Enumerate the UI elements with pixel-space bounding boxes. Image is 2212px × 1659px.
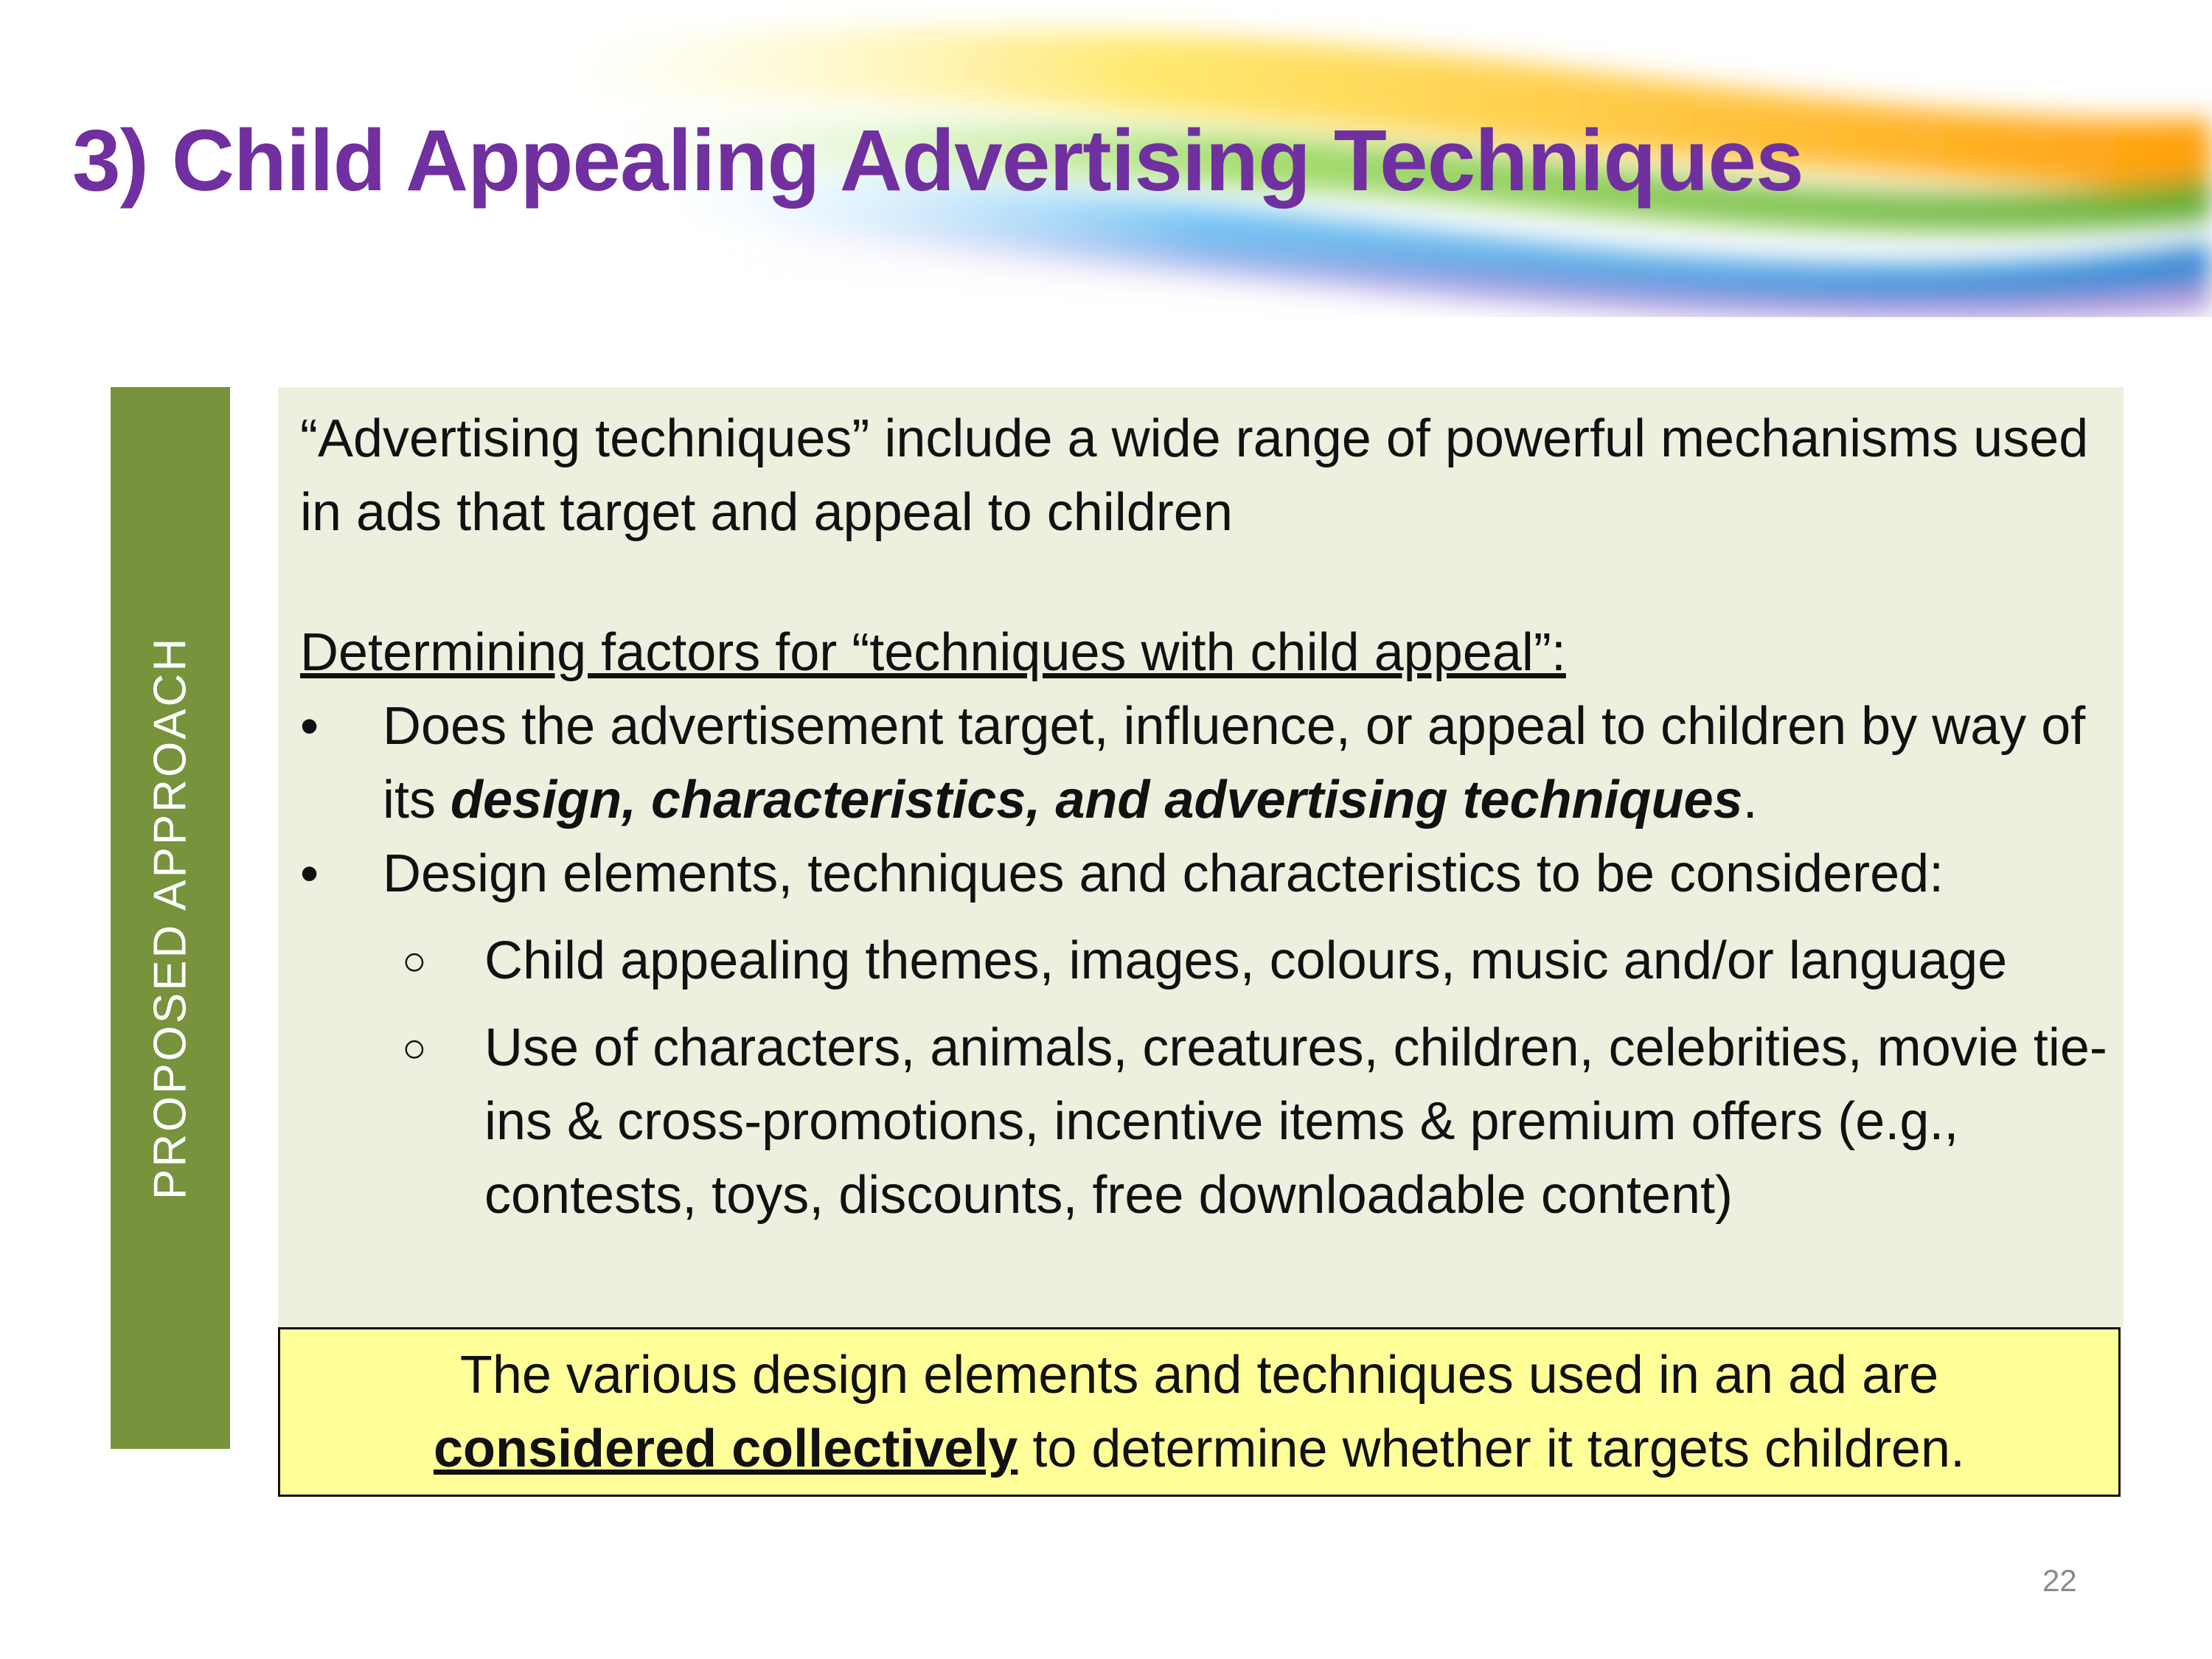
intro-paragraph: “Advertising techniques” include a wide range of powerful mechanisms used in ads that target and appeal to children [300,409,2089,542]
callout-line-2 [280,1412,2118,1486]
sub-bullet-item [300,1011,2114,1232]
slide-title: 3) Child Appealing Advertising Techniques [72,112,1804,209]
sub-bullet-text: Child appealing themes, images, colours, music and/or language [484,931,2008,990]
bullet-text-before: Does the advertisement target, influence, or appeal to children by way of its [383,697,2086,830]
callout-line-2-rest: to determine whether it targets children. [1018,1419,1965,1478]
sub-bullet-text: Use of characters, animals, creatures, children, celebrities, movie tie-ins & cross-promotions, incentive items & premium offers (e.g., contests, toys, discounts, free downloadable content) [484,1018,2107,1225]
bullet-emphasis: design, characteristics, and advertising techniques [451,771,1743,830]
sub-bullet-marker: ○ [402,937,427,984]
sub-bullet-marker: ○ [402,1024,427,1071]
bullet-item [300,689,2114,837]
bullet-text-after: . [1742,771,1758,830]
content-text [300,402,2114,1232]
callout-line-1: The various design elements and techniques used in an ad are [459,1346,1939,1405]
side-tab-label: PROPOSED APPROACH [145,636,196,1200]
page-number: 22 [2042,1563,2077,1598]
bullet-marker: • [300,844,319,903]
callout-box [278,1327,2121,1497]
callout-emphasis: considered collectively [433,1419,1018,1478]
content-panel [278,387,2124,1327]
factors-heading: Determining factors for “techniques with child appeal”: [300,623,1566,682]
bullet-text: Design elements, techniques and characteristics to be considered: [383,844,1944,903]
side-tab [111,387,230,1449]
bullet-item [300,837,2114,911]
sub-bullet-item [300,924,2114,998]
bullet-marker: • [300,697,319,756]
bullet-text [383,689,2114,837]
